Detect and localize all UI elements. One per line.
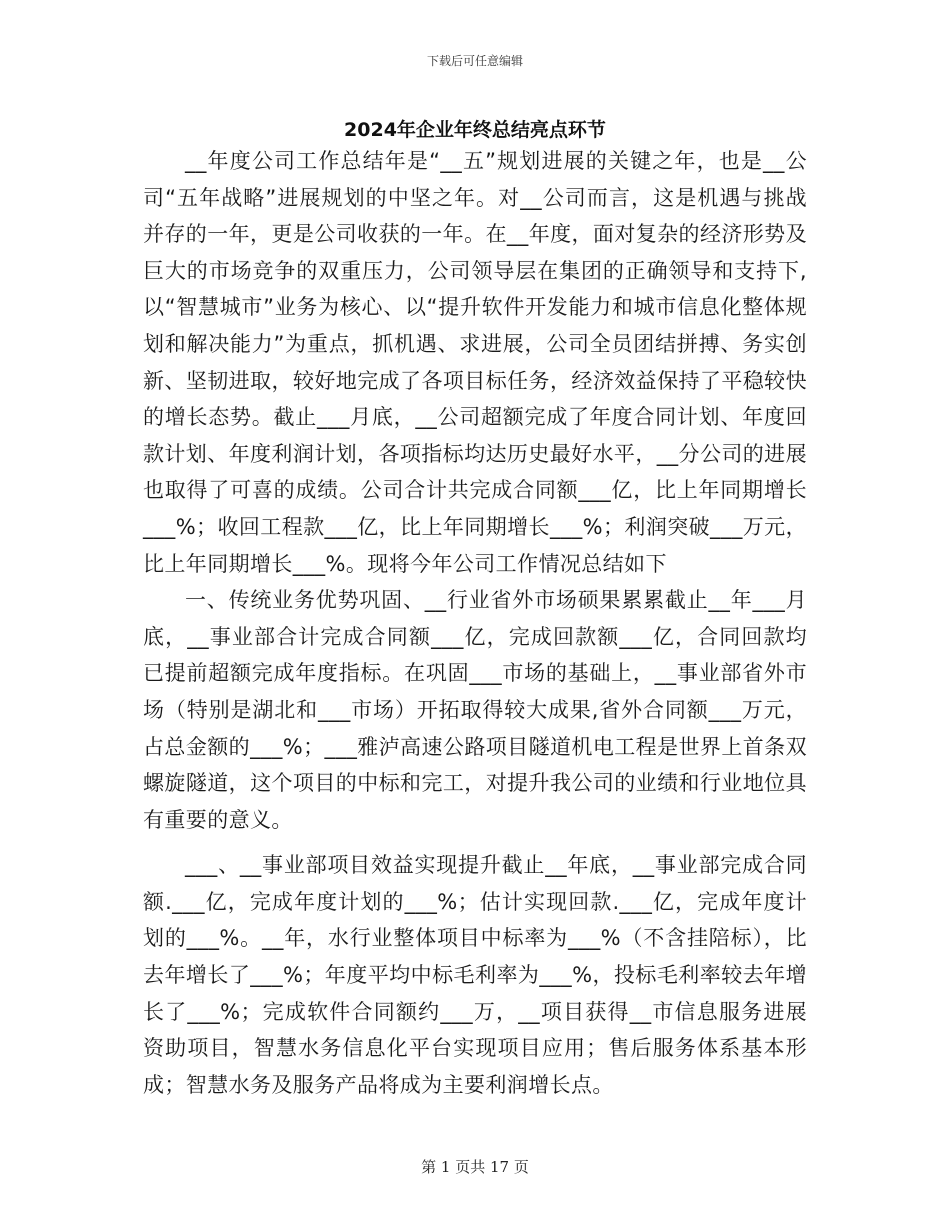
header-note: 下载后可任意编辑 [426,54,523,68]
paragraph-section-2: ___、__事业部项目效益实现提升截止__年底，__事业部完成合同额.___亿，完成年度计划的___%；估计实现回款.___亿，完成年度计划的___%。__年，水行业整体项目中标率为___%（不含挂陪标），比去年增长了___%；年度平均中标毛利率为___%，投标毛利率较去年增长了___%；完成软件合同额约___万，__项目获得__市信息服务进展资助项目，智慧水务信息化平台实现项目应用；售后服务体系基本形成；智慧水务及服务产品将成为主要利润增长点。 [143,853,807,1097]
document-title: 2024年企业年终总结亮点环节 [344,119,606,141]
paragraph-intro: __年度公司工作总结年是“__五”规划进展的关键之年，也是__公司“五年战略”进展规划的中坚之年。对__公司而言，这是机遇与挑战并存的一年，更是公司收获的一年。在__年度，面对复杂的经济形势及巨大的市场竞争的双重压力，公司领导层在集团的正确领导和支持下,以“智慧城市”业务为核心、以“提升软件开发能力和城市信息化整体规划和解决能力”为重点，抓机遇、求进展，公司全员团结拼搏、务实创新、坚韧进取，较好地完成了各项目标任务，经济效益保持了平稳较快的增长态势。截止___月底，__公司超额完成了年度合同计划、年度回款计划、年度利润计划，各项指标均达历史最好水平，__分公司的进展也取得了可喜的成绩。公司合计共完成合同额___亿，比上年同期增长___%；收回工程款___亿，比上年同期增长___%；利润突破___万元，比上年同期增长___%。现将今年公司工作情况总结如下 [143,149,807,576]
paragraph-section-1: 一、传统业务优势巩固、__行业省外市场硕果累累截止__年___月底，__事业部合计完成合同额___亿，完成回款额___亿，合同回款均已提前超额完成年度指标。在巩固___市场的基础上，__事业部省外市场（特别是湖北和___市场）开拓取得较大成果,省外合同额___万元，占总金额的___%；___雅泸高速公路项目隧道机电工程是世界上首条双螺旋隧道，这个项目的中标和完工，对提升我公司的业绩和行业地位具有重要的意义。 [143,588,807,832]
document-body [143,143,807,1103]
page-footer: 第 1 页共 17 页 [421,1158,529,1176]
